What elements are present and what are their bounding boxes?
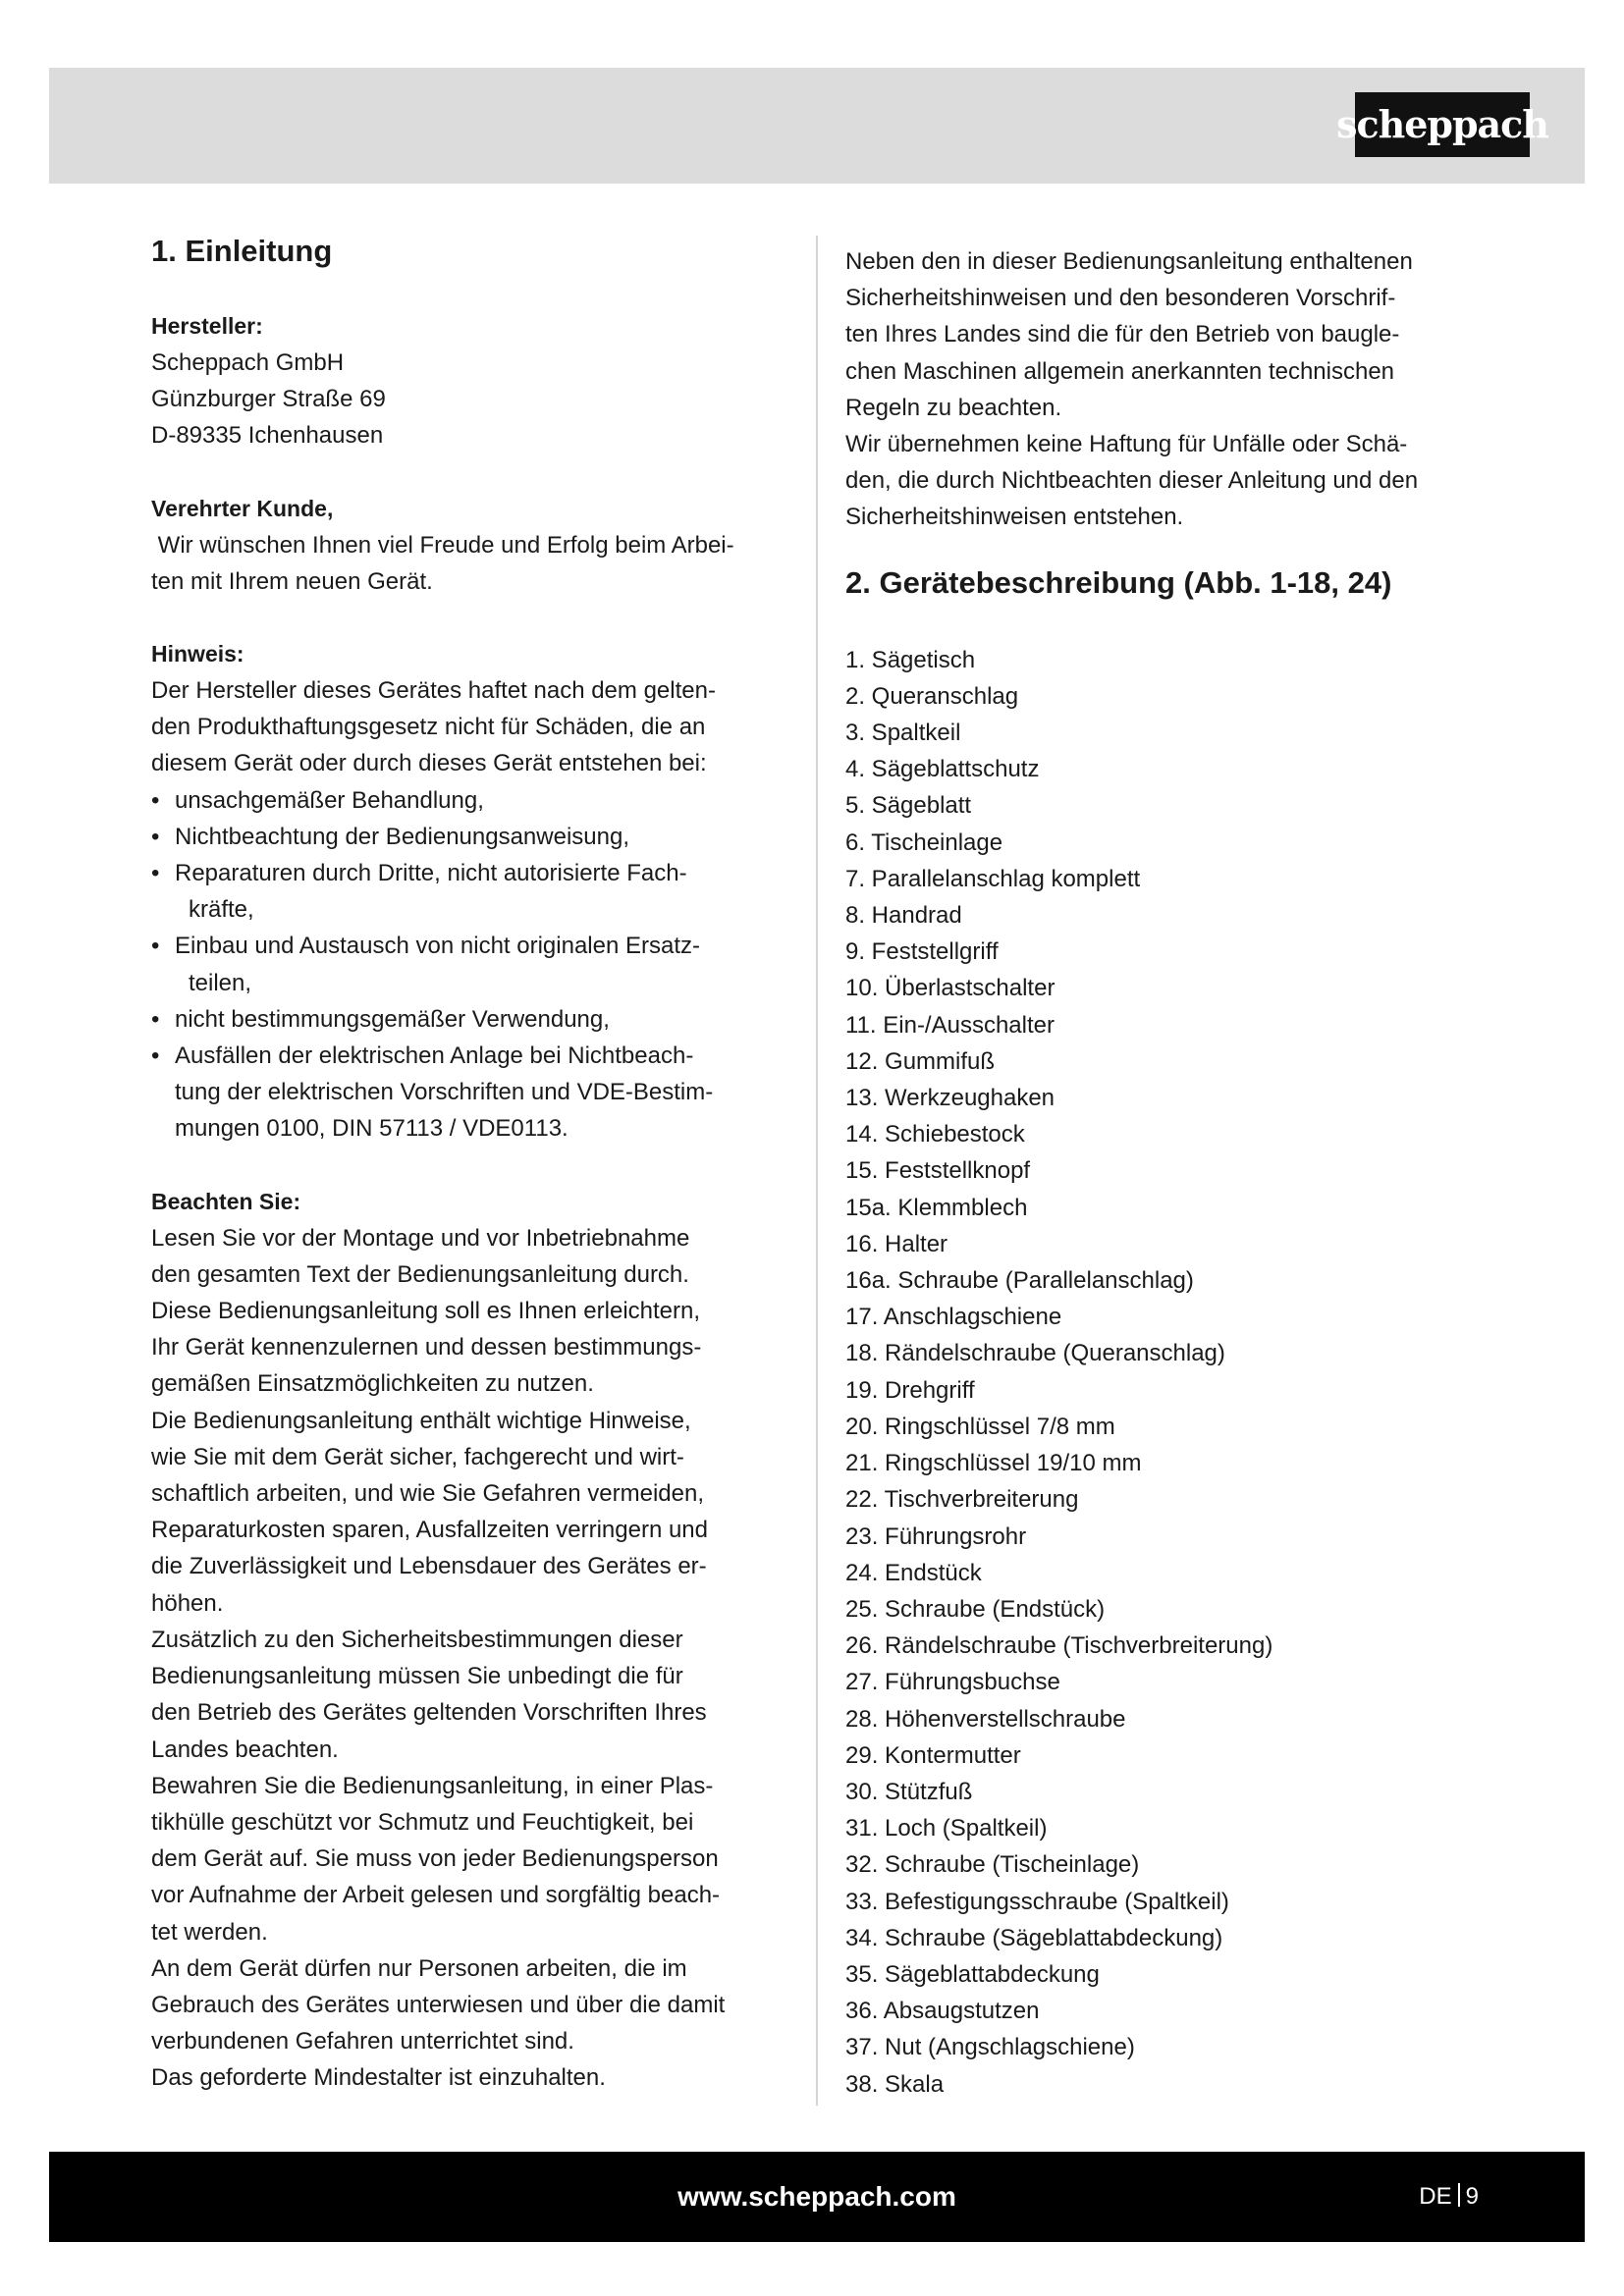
header-band: [49, 68, 1585, 184]
scheppach-logo: [1336, 92, 1548, 157]
observe-line: Reparaturkosten sparen, Ausfallzeiten verringern und: [151, 1517, 708, 1544]
intro-line: chen Maschinen allgemein anerkannten technischen: [845, 357, 1395, 385]
greeting-block: [151, 491, 787, 600]
section-title-device-description: 2. Gerätebeschreibung (Abb. 1-18, 24): [845, 564, 1392, 600]
list-item: 23. Führungsrohr: [845, 1522, 1027, 1550]
list-item: 15. Feststellknopf: [845, 1157, 1031, 1185]
observe-line: Gebrauch des Gerätes unterwiesen und über die damit: [151, 1991, 726, 2018]
observe-line: Lesen Sie vor der Montage und vor Inbetriebnahme: [151, 1224, 690, 1252]
manufacturer-line: Günzburger Straße 69: [151, 386, 386, 413]
left-column: [151, 232, 787, 2097]
note-bullet-continuation: tung der elektrischen Vorschriften und VDE-Bestim-: [175, 1079, 714, 1106]
greeting-label: Verehrter Kunde,: [151, 495, 334, 521]
footer-band: [49, 2152, 1585, 2242]
observe-line: Das geforderte Mindestalter ist einzuhalten.: [151, 2064, 606, 2092]
logo-text: scheppach: [1336, 102, 1548, 146]
right-column: [845, 243, 1482, 2103]
intro-line: Regeln zu beachten.: [845, 394, 1062, 421]
note-block: [151, 636, 787, 1148]
manufacturer-label: Hersteller:: [151, 313, 263, 339]
intro-block: [845, 243, 1482, 536]
observe-line: verbundenen Gefahren unterrichtet sind.: [151, 2028, 574, 2056]
list-item: 19. Drehgriff: [845, 1376, 975, 1404]
note-bullet: • unsachgemäßer Behandlung,: [151, 782, 787, 819]
observe-line: Bewahren Sie die Bedienungsanleitung, in einer Plas-: [151, 1772, 714, 1799]
note-label: Hinweis:: [151, 641, 244, 667]
observe-line: Diese Bedienungsanleitung soll es Ihnen erleichtern,: [151, 1298, 701, 1325]
list-item: 35. Sägeblattabdeckung: [845, 1960, 1100, 1988]
note-bullet: • nicht bestimmungsgemäßer Verwendung,: [151, 1001, 787, 1038]
note-bullet: • Ausfällen der elektrischen Anlage bei Nichtbeach-: [151, 1038, 787, 1074]
intro-line: den, die durch Nichtbeachten dieser Anleitung und den: [845, 467, 1419, 495]
observe-line: schaftlich arbeiten, und wie Sie Gefahren vermeiden,: [151, 1480, 704, 1508]
list-item: 25. Schraube (Endstück): [845, 1595, 1106, 1623]
list-item: 18. Rändelschraube (Queranschlag): [845, 1340, 1225, 1367]
observe-line: gemäßen Einsatzmöglichkeiten zu nutzen.: [151, 1370, 594, 1398]
observe-line: vor Aufnahme der Arbeit gelesen und sorgfältig beach-: [151, 1882, 721, 1909]
list-item: 32. Schraube (Tischeinlage): [845, 1851, 1140, 1879]
page-indicator: [1419, 2183, 1479, 2211]
observe-line: Bedienungsanleitung müssen Sie unbedingt die für: [151, 1663, 683, 1690]
observe-line: höhen.: [151, 1589, 224, 1617]
note-bullet: • Einbau und Austausch von nicht originalen Ersatz-: [151, 928, 787, 964]
list-item: 15a. Klemmblech: [845, 1194, 1028, 1221]
list-item: 14. Schiebestock: [845, 1121, 1025, 1148]
list-item: 16a. Schraube (Parallelanschlag): [845, 1267, 1194, 1295]
list-item: 4. Sägeblattschutz: [845, 756, 1040, 783]
list-item: 11. Ein-/Ausschalter: [845, 1011, 1055, 1039]
list-item: 12. Gummifuß: [845, 1047, 996, 1075]
list-item: 36. Absaugstutzen: [845, 1998, 1040, 2025]
list-item: 31. Loch (Spaltkeil): [845, 1815, 1048, 1842]
section-title-introduction: 1. Einleitung: [151, 234, 333, 268]
list-item: 38. Skala: [845, 2070, 945, 2098]
observe-line: dem Gerät auf. Sie muss von jeder Bedienungsperson: [151, 1845, 719, 1873]
list-item: 29. Kontermutter: [845, 1741, 1021, 1769]
list-item: 37. Nut (Angschlagschiene): [845, 2034, 1135, 2061]
list-item: 30. Stützfuß: [845, 1778, 973, 1805]
manufacturer-line: Scheppach GmbH: [151, 349, 345, 376]
list-item: 6. Tischeinlage: [845, 828, 1003, 856]
greeting-line: ten mit Ihrem neuen Gerät.: [151, 567, 433, 595]
observe-line: An dem Gerät dürfen nur Personen arbeiten, die im: [151, 1954, 687, 1982]
list-item: 2. Queranschlag: [845, 682, 1019, 710]
column-divider: [816, 236, 818, 2106]
observe-line: die Zuverlässigkeit und Lebensdauer des Gerätes er-: [151, 1553, 707, 1580]
list-item: 5. Sägeblatt: [845, 792, 972, 820]
list-item: 22. Tischverbreiterung: [845, 1486, 1079, 1514]
list-item: 7. Parallelanschlag komplett: [845, 865, 1141, 892]
list-item: 17. Anschlagschiene: [845, 1304, 1062, 1331]
parts-list: [845, 642, 1482, 2103]
note-bullet-continuation: kräfte,: [189, 896, 254, 924]
intro-line: Neben den in dieser Bedienungsanleitung enthaltenen: [845, 248, 1413, 275]
note-line: den Produkthaftungsgesetz nicht für Schäden, die an: [151, 714, 706, 741]
manufacturer-line: D-89335 Ichenhausen: [151, 422, 384, 450]
observe-line: wie Sie mit dem Gerät sicher, fachgerecht und wirt-: [151, 1443, 684, 1470]
note-bullet-continuation: teilen,: [189, 969, 252, 996]
language-code: DE: [1419, 2183, 1452, 2210]
greeting-line: Wir wünschen Ihnen viel Freude und Erfolg beim Arbei-: [151, 531, 734, 559]
note-bullet: • Reparaturen durch Dritte, nicht autorisierte Fach-: [151, 855, 787, 891]
list-item: 3. Spaltkeil: [845, 720, 961, 747]
observe-label: Beachten Sie:: [151, 1188, 301, 1214]
manufacturer-block: [151, 308, 787, 454]
list-item: 1. Sägetisch: [845, 646, 976, 673]
intro-line: Sicherheitshinweisen und den besonderen Vorschrif-: [845, 285, 1396, 312]
intro-line: Sicherheitshinweisen entstehen.: [845, 504, 1184, 531]
list-item: 33. Befestigungsschraube (Spaltkeil): [845, 1888, 1229, 1915]
observe-line: Ihr Gerät kennenzulernen und dessen bestimmungs-: [151, 1334, 702, 1362]
note-bullet-continuation: mungen 0100, DIN 57113 / VDE0113.: [175, 1115, 568, 1143]
note-line: diesem Gerät oder durch dieses Gerät entstehen bei:: [151, 750, 707, 777]
intro-line: ten Ihres Landes sind die für den Betrieb von baugle-: [845, 321, 1400, 348]
list-item: 27. Führungsbuchse: [845, 1669, 1060, 1696]
note-line: Der Hersteller dieses Gerätes haftet nach dem gelten-: [151, 677, 716, 705]
footer-website-link[interactable]: www.scheppach.com: [677, 2181, 956, 2212]
observe-line: den Betrieb des Gerätes geltenden Vorschriften Ihres: [151, 1699, 707, 1727]
list-item: 9. Feststellgriff: [845, 938, 999, 966]
observe-block: [151, 1184, 787, 2097]
intro-line: Wir übernehmen keine Haftung für Unfälle oder Schä-: [845, 431, 1408, 458]
list-item: 10. Überlastschalter: [845, 975, 1056, 1002]
observe-line: tikhülle geschützt vor Schmutz und Feuchtigkeit, bei: [151, 1808, 694, 1836]
observe-line: Landes beachten.: [151, 1735, 339, 1763]
list-item: 20. Ringschlüssel 7/8 mm: [845, 1413, 1115, 1440]
page-separator: [1458, 2183, 1460, 2207]
list-item: 34. Schraube (Sägeblattabdeckung): [845, 1924, 1223, 1951]
observe-line: Zusätzlich zu den Sicherheitsbestimmungen dieser: [151, 1626, 683, 1653]
list-item: 21. Ringschlüssel 19/10 mm: [845, 1450, 1142, 1477]
list-item: 16. Halter: [845, 1230, 948, 1257]
observe-line: den gesamten Text der Bedienungsanleitung durch.: [151, 1260, 689, 1288]
list-item: 28. Höhenverstellschraube: [845, 1705, 1126, 1733]
observe-line: Die Bedienungsanleitung enthält wichtige Hinweise,: [151, 1407, 691, 1434]
page-number: 9: [1465, 2183, 1479, 2210]
note-bullet: • Nichtbeachtung der Bedienungsanweisung,: [151, 819, 787, 855]
list-item: 26. Rändelschraube (Tischverbreiterung): [845, 1632, 1273, 1660]
list-item: 13. Werkzeughaken: [845, 1085, 1056, 1112]
list-item: 24. Endstück: [845, 1559, 982, 1586]
list-item: 8. Handrad: [845, 902, 962, 930]
observe-line: tet werden.: [151, 1918, 268, 1946]
